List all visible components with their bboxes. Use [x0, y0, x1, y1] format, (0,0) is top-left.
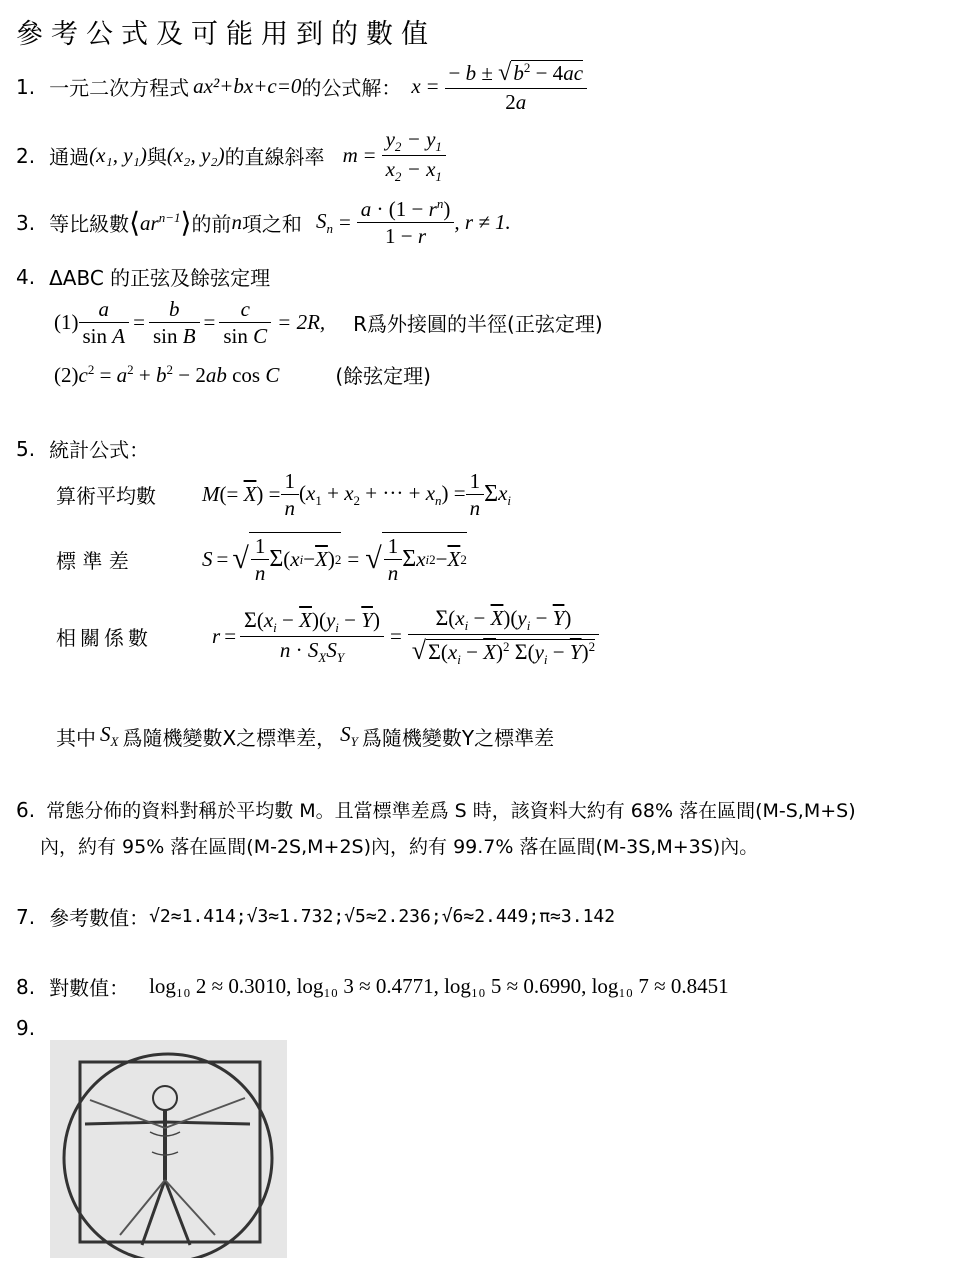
- item-number: 9.: [16, 1016, 36, 1040]
- item-text: 對數值：: [49, 976, 130, 1000]
- quadratic-formula: $\frac{- b \pm √b^2 - 4ac}{2a}$: [445, 58, 587, 115]
- item-text: 一元二次方程式: [49, 76, 190, 101]
- log-values: log₁₀ 2 ≈ 0.3010, log₁₀ 3 ≈ 0.4771, log₁₀ 5 ≈ 0.6990, log₁₀ 7 ≈ 0.8451: [149, 974, 729, 998]
- sd-label: 標 準 差: [56, 548, 129, 573]
- slope-formula: $\frac{y_2 - y_1}{x_2 - x_1}$: [382, 126, 446, 186]
- law-of-cosines: $(2)c^2 = a^2 + b^2 - 2ab$ cos C (餘弦定理): [54, 361, 431, 388]
- condition: , r ≠ 1.: [454, 210, 511, 235]
- correlation-formula-row: 相關係數 r = $\frac{\Sigma(x_i - \overline{X})(y_i - \overline{Y})}{n \cdot S_XS_Y}$ = $\frac{\Sigma(x_i - \overline{X})(y_i - \overline{Y})}{√\Sigma(x_i - \overline{X})^2 \Sigma(y_i - \overline{Y})^2}$: [56, 604, 599, 669]
- item-number: 2.: [16, 143, 36, 168]
- law-of-cosines-note: (餘弦定理): [335, 364, 431, 388]
- item-number: 3.: [16, 210, 36, 235]
- quadratic-equation: ax²+bx+c=0: [193, 74, 302, 99]
- normal-dist-line-1: 常態分佈的資料對稱於平均數 M。且當標準差爲 S 時，該資料大約有 68% 落在區間(M-S,M+S): [46, 800, 856, 822]
- item-4: [16, 262, 270, 291]
- item-3: 3. 等比級數 ⟨ $ar^{n-1}$ ⟩ 的前 n 項之和 $S_n$ = $\frac{a \cdot (1 - r^n)}{1 - r}$ , r ≠ 1.: [16, 196, 511, 249]
- mean-label: 算術平均數: [56, 484, 156, 509]
- item-number: 7.: [16, 904, 36, 929]
- item-text: 統計公式：: [49, 438, 150, 462]
- note-prefix: 其中: [56, 726, 96, 750]
- sd-formula-row: 標 準 差 S = √ $\frac{1}{n}$ Σ ( x i − $\overline{X}$ ) 2 = √ $\frac{1}{n}$ Σ x i 2 − $\overline{X}$ 2: [56, 534, 467, 586]
- note-text: 爲隨機變數X之標準差，: [122, 726, 337, 750]
- mean-formula-row: 算術平均數 $M(= \overline{X})$ = $\frac{1}{n}$ ($x_1 + x_2$ + ··· + $x_n$) = $\frac{1}{n}$ Σ $x_i$: [56, 469, 512, 521]
- item-text: ΔABC 的正弦及餘弦定理: [49, 266, 271, 290]
- item-text-2: 的前: [191, 212, 232, 237]
- item-number: 5.: [16, 436, 36, 461]
- sd-note: 其中 $S_X$ 爲隨機變數X之標準差， $S_Y$ 爲隨機變數Y之標準差: [56, 722, 555, 750]
- point-1: (x₁, y₁): [89, 143, 147, 168]
- geometric-sum-formula: $\frac{a \cdot (1 - r^n)}{1 - r}$: [357, 196, 455, 250]
- point-2: (x₂, y₂): [166, 143, 225, 168]
- item-text-3: 項之和: [241, 212, 302, 237]
- law-of-sines: (1) $\frac{a}{\text{sin A}}$ = $\frac{b}{\text{sin B}}$ = $\frac{c}{\text{sin C}}$ = 2R, R爲外接圓的半徑(正弦定理): [54, 297, 603, 349]
- law-of-sines-note: R爲外接圓的半徑(正弦定理): [353, 312, 603, 337]
- variable-n: n: [231, 210, 242, 235]
- normal-dist-line-2: 內，約有 95% 落在區間(M-2S,M+2S)內，約有 99.7% 落在區間(M-3S,M+3S)內。: [40, 836, 759, 858]
- item-6: [16, 796, 856, 823]
- item-5: [16, 434, 149, 463]
- item-number: 6.: [16, 798, 36, 822]
- item-text: 通過: [49, 145, 90, 170]
- law-of-sines-suffix: = 2R,: [277, 310, 326, 335]
- note-text-2: 爲隨機變數Y之標準差: [361, 726, 555, 750]
- item-7: [16, 902, 615, 931]
- item-1: 1. 一元二次方程式 ax²+bx+c=0 的公式解： x = $\frac{- b \pm √b^2 - 4ac}{2a}$: [16, 58, 587, 115]
- item-text-2: 的公式解：: [301, 76, 402, 101]
- item-text: 等比級數: [49, 212, 130, 237]
- item-text-mid: 與: [146, 145, 167, 170]
- item-2: 2. 通過 (x₁, y₁) 與 (x₂, y₂) 的直線斜率 m = $\frac{y_2 - y_1}{x_2 - x_1}$: [16, 126, 446, 186]
- page-title: 參考公式及可能用到的數值: [16, 19, 436, 50]
- vitruvian-man-image: [50, 1040, 287, 1258]
- correlation-label: 相關係數: [56, 625, 152, 650]
- item-text: 參考數值：: [49, 906, 150, 930]
- item-9: [16, 1016, 35, 1040]
- item-number: 1.: [16, 74, 36, 99]
- item-number: 4.: [16, 264, 36, 289]
- reference-values: √2≈1.414;√3≈1.732;√5≈2.236;√6≈2.449;π≈3.142: [149, 906, 616, 927]
- item-text-2: 的直線斜率: [224, 145, 325, 170]
- item-8: [16, 972, 729, 1001]
- item-number: 8.: [16, 974, 36, 999]
